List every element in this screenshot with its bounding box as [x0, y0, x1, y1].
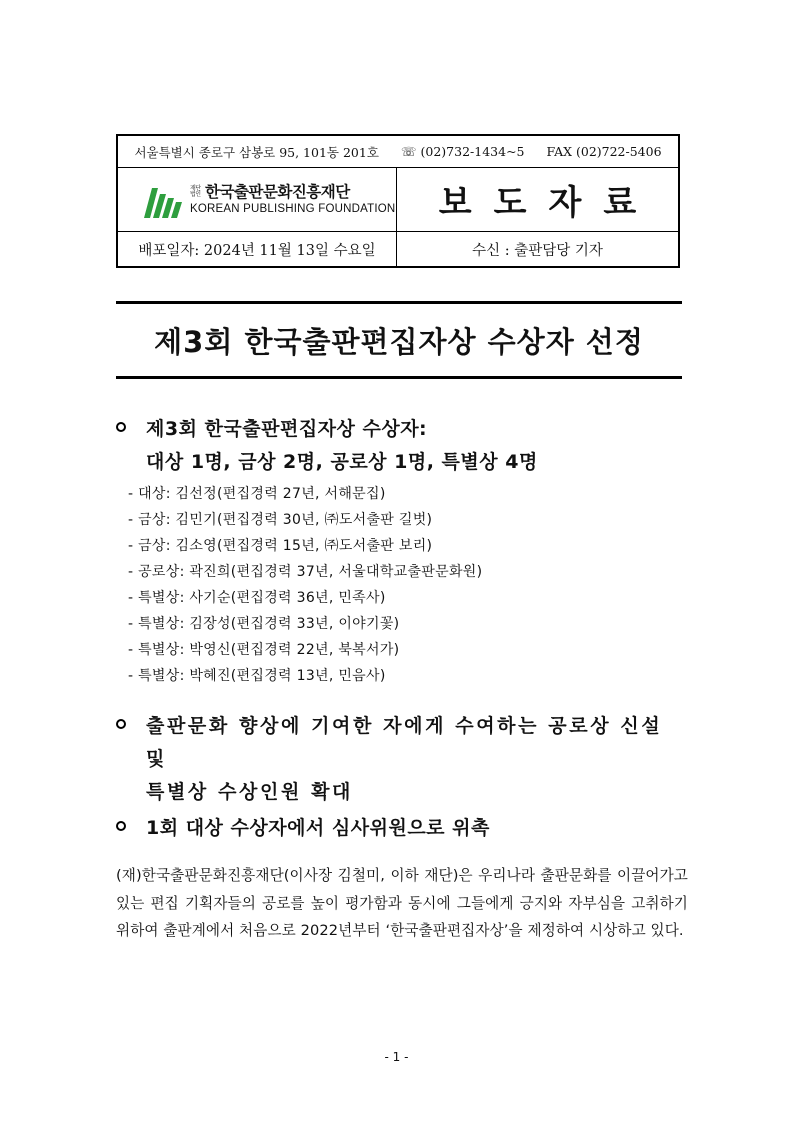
list-item: - 대상: 김선정(편집경력 27년, 서해문집) — [128, 486, 386, 502]
section2-line1: 출판문화 향상에 기여한 자에게 수여하는 공로상 신설 및 — [146, 715, 663, 770]
book-stripes-icon — [144, 182, 182, 218]
section1-line1: 제3회 한국출판편집자상 수상자: — [146, 418, 428, 440]
logo-tag: 재단법인 — [190, 184, 201, 199]
bullet-icon — [116, 710, 146, 729]
contact-row — [118, 136, 678, 168]
press-header-table — [116, 134, 680, 268]
date-row — [118, 232, 678, 266]
recipient: 수신 : 출판담당 기자 — [472, 242, 603, 259]
logo-row — [118, 168, 678, 232]
list-item: - 금상: 김민기(편집경력 30년, ㈜도서출판 길벗) — [128, 512, 433, 528]
press-release-label: 보도자료 — [438, 183, 659, 223]
logo-korean-name: 한국출판문화진흥재단 — [205, 183, 350, 202]
logo-english-name: KOREAN PUBLISHING FOUNDATION — [190, 202, 396, 215]
list-item: - 특별상: 박혜진(편집경력 13년, 민음사) — [128, 668, 386, 684]
logo-cell — [118, 168, 397, 231]
title-box — [116, 301, 682, 379]
address-text: 서울특별시 종로구 삼봉로 95, 101동 201호 — [134, 144, 379, 160]
list-item: - 금상: 김소영(편집경력 15년, ㈜도서출판 보리) — [128, 538, 433, 554]
section3-line1: 1회 대상 수상자에서 심사위원으로 위촉 — [146, 817, 490, 839]
section-merit-award — [116, 710, 686, 809]
page-title: 제3회 한국출판편집자상 수상자 선정 — [154, 324, 644, 359]
awardee-list — [128, 481, 482, 689]
fax-text: FAX (02)722-5406 — [546, 144, 662, 159]
list-item: - 특별상: 박영신(편집경력 22년, 북복서가) — [128, 642, 400, 658]
press-label-cell — [397, 168, 678, 231]
phone-text: ☏ (02)732-1434~5 — [400, 144, 525, 159]
section-awardees — [116, 413, 686, 479]
section-judges — [116, 812, 686, 845]
body-paragraph: (재)한국출판문화진흥재단(이사장 김철미, 이하 재단)은 우리나라 출판문화를 이끌어가고 있는 편집 기획자들의 공로를 높이 평가함과 동시에 그들에게 긍지와 자부심을 고취하기 위하여 출판계에서 처음으로 2022년부터 ‘한국출판편집자상’을 제정하여 시상하고 있다. — [116, 867, 688, 939]
bullet-icon — [116, 812, 146, 831]
section2-line2: 특별상 수상인원 확대 — [146, 781, 354, 803]
list-item: - 공로상: 곽진희(편집경력 37년, 서울대학교출판문화원) — [128, 564, 483, 580]
release-date: 배포일자: 2024년 11월 13일 수요일 — [118, 232, 397, 266]
list-item: - 특별상: 사기순(편집경력 36년, 민족사) — [128, 590, 386, 606]
list-item: - 특별상: 김장성(편집경력 33년, 이야기꽃) — [128, 616, 400, 632]
section1-line2: 대상 1명, 금상 2명, 공로상 1명, 특별상 4명 — [146, 451, 538, 473]
bullet-icon — [116, 413, 146, 432]
page-number: - 1 - — [384, 1050, 409, 1064]
foundation-logo — [118, 182, 395, 218]
